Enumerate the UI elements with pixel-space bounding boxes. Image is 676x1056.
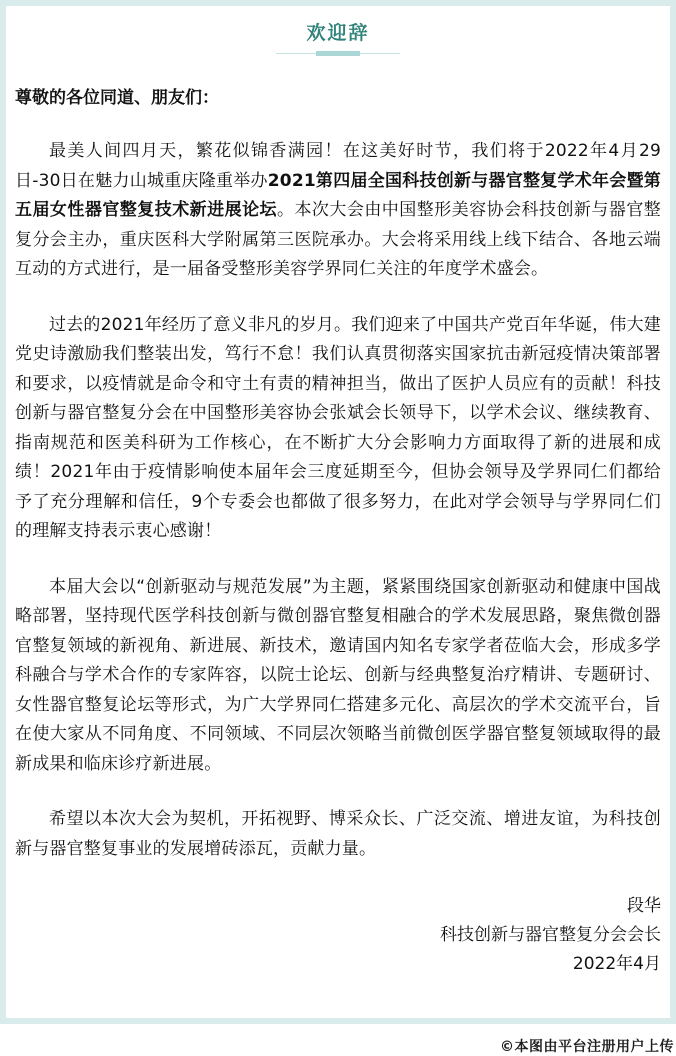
paragraph-1-lead: 最美人间四月天，繁花似锦香满园！在这美好时节，我们将于2022年4月29日-30日在魅力山城重庆隆重举办 xyxy=(15,141,661,191)
paragraph-2: 过去的2021年经历了意义非凡的岁月。我们迎来了中国共产党百年华诞，伟大建党史诗激励我们整装出发，笃行不怠！我们认真贯彻落实国家抗击新冠疫情决策部署和要求，以疫情就是命令和守土有责的精神担当，做出了医护人员应有的贡献！科技创新与器官整复分会在中国整形美容协会张斌会长领导下，以学术会议、继续教育、指南规范和医美科研为工作核心，在不断扩大分会影响力方面取得了新的进展和成绩！2021年由于疫情影响使本届年会三度延期至今，但协会领导及学界同仁们都给予了充分理解和信任，9个专委会也都做了很多努力，在此对学会领导与学界同仁们的理解支持表示衷心感谢！ xyxy=(15,314,661,541)
signer-name: 段华 xyxy=(627,896,661,916)
page-title: 欢迎辞 xyxy=(306,22,370,44)
paragraph-1-rest: 。本次大会由中国整形美容协会科技创新与器官整复分会主办，重庆医科大学附属第三医院承办。大会将采用线上线下结合、各地云端互动的方式进行，是一届备受整形美容学界同仁关注的年度学术盛会。 xyxy=(15,200,661,279)
signature-date: 2022年4月 xyxy=(572,954,661,974)
signer-role: 科技创新与器官整复分会会长 xyxy=(440,925,661,945)
paragraph-1 xyxy=(15,137,661,285)
paragraph-3: 本届大会以“创新驱动与规范发展”为主题，紧紧围绕国家创新驱动和健康中国战略部署，坚持现代医学科技创新与微创器官整复相融合的学术发展思路，聚焦微创器官整复领域的新视角、新进展、新技术，邀请国内知名专家学者莅临大会，形成多学科融合与学术合作的专家阵容，以院士论坛、创新与经典整复治疗精讲、专题研讨、女性器官整复论坛等形式，为广大学界同仁搭建多元化、高层次的学术交流平台，旨在使大家从不同角度、不同领域、不同层次领略当前微创医学器官整复领域取得的最新成果和临床诊疗新进展。 xyxy=(15,576,661,774)
signature-block xyxy=(15,892,661,979)
title-block xyxy=(15,20,661,57)
salutation: 尊敬的各位同道、朋友们： xyxy=(15,88,219,108)
title-underline-decoration xyxy=(276,50,400,57)
platform-upload-watermark: ©本图由平台注册用户上传 xyxy=(500,1039,674,1055)
conference-name-bold: 2021第四届全国科技创新与器官整复学术年会暨第五届女性器官整复技术新进展论坛 xyxy=(15,170,662,220)
paragraph-4: 希望以本次大会为契机，开拓视野、博采众长、广泛交流、增进友谊，为科技创新与器官整复事业的发展增砖添瓦，贡献力量。 xyxy=(15,809,661,859)
underline-center-accent xyxy=(316,51,360,56)
